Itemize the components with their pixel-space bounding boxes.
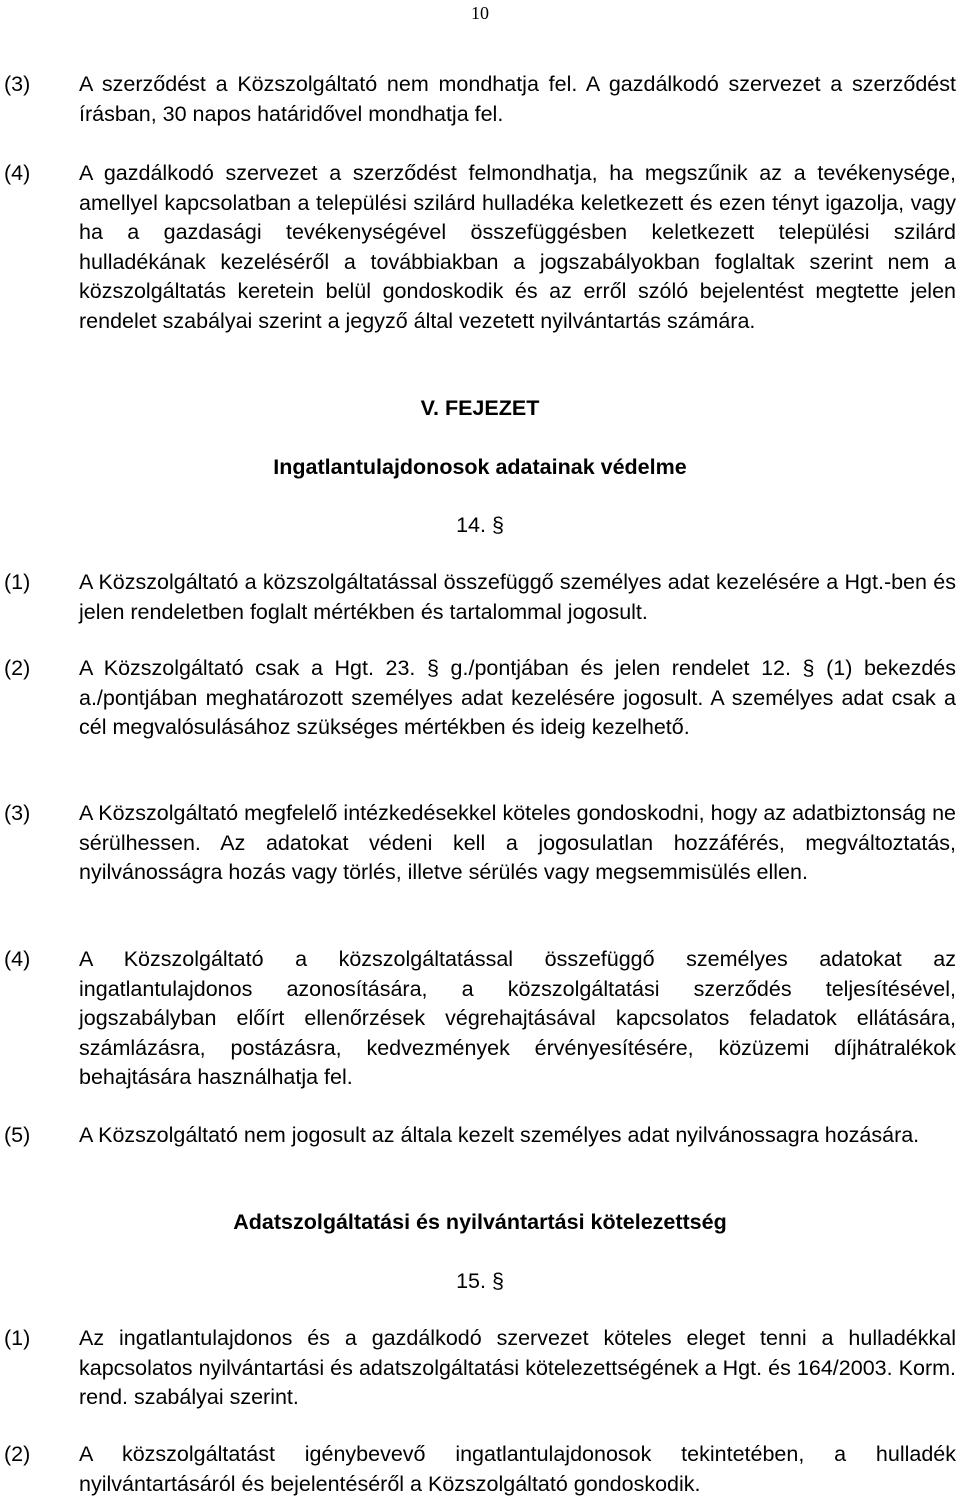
page-number: 10	[471, 3, 489, 23]
paragraph-text: A Közszolgáltató a közszolgáltatással összefüggő személyes adatokat az ingatlantulajdonos azonosítására, a közszolgáltatási szerződés teljesítésével, jogszabályban előírt ellenőrzések végrehajtásával kapcsolatos feladatok ellátására, számlázásra, postázásra, kedvezmények érvényesítésére, közüzemi díjhátralékok behajtására használhatja fel.	[79, 947, 956, 1090]
chapter-title: V. FEJEZET	[420, 396, 540, 420]
paragraph-text: A Közszolgáltató megfelelő intézkedésekkel köteles gondoskodni, hogy az adatbiztonság ne sérülhessen. Az adatokat védeni kell a jogosulatlan hozzáférés, megváltoztatás, nyilvánosságra hozás vagy törlés, illetve sérülés vagy megsemmisülés ellen.	[79, 801, 956, 885]
paragraph-3-termination	[4, 70, 956, 129]
paragraph-number: (2)	[4, 1442, 31, 1466]
section-14-paragraph-2	[4, 654, 956, 743]
paragraph-text: A gazdálkodó szervezet a szerződést felmondhatja, ha megszűnik az a tevékenysége, amellyel kapcsolatban a települési szilárd hulladéka keletkezett és ezen tényt igazolja, vagy ha a gazdasági tevékenységével összefüggésben keletkezett települési szilárd hulladékának kezeléséről a továbbiakban a jogszabályokban foglaltak szerint nem a közszolgáltatás keretein belül gondoskodik és az erről szóló bejelentést megtette jelen rendelet szabályai szerint a jegyző által vezetett nyilvántartás számára.	[79, 161, 956, 333]
paragraph-number: (3)	[4, 801, 31, 825]
paragraph-number: (4)	[4, 161, 31, 185]
paragraph-number: (5)	[4, 1123, 31, 1147]
section-14-title: 14. §	[456, 513, 504, 537]
section-14-paragraph-3	[4, 799, 956, 888]
paragraph-4-termination	[4, 159, 956, 337]
paragraph-text: Az ingatlantulajdonos és a gazdálkodó szervezet köteles eleget tenni a hulladékkal kapcsolatos nyilvántartási és adatszolgáltatási kötelezettségének a Hgt. és 164/2003. Korm. rend. szabályai szerint.	[79, 1326, 956, 1410]
section-15-paragraph-1	[4, 1324, 956, 1413]
paragraph-number: (1)	[4, 1326, 31, 1350]
paragraph-number: (1)	[4, 570, 31, 594]
subheading-data-obligation: Adatszolgáltatási és nyilvántartási kötelezettség	[233, 1210, 727, 1234]
chapter-subtitle: Ingatlantulajdonosok adatainak védelme	[273, 455, 687, 479]
section-15-title: 15. §	[456, 1269, 504, 1293]
paragraph-text: A Közszolgáltató a közszolgáltatással összefüggő személyes adat kezelésére a Hgt.-ben és jelen rendeletben foglalt mértékben és tartalommal jogosult.	[79, 570, 956, 624]
paragraph-text: A közszolgáltatást igénybevevő ingatlantulajdonosok tekintetében, a hulladék nyilvántartásáról és bejelentéséről a Közszolgáltató gondoskodik.	[79, 1442, 956, 1496]
paragraph-number: (3)	[4, 72, 31, 96]
paragraph-number: (2)	[4, 656, 31, 680]
paragraph-text: A Közszolgáltató nem jogosult az általa kezelt személyes adat nyilvánossagra hozására.	[79, 1123, 920, 1147]
paragraph-text: A szerződést a Közszolgáltató nem mondhatja fel. A gazdálkodó szervezet a szerződést írásban, 30 napos határidővel mondhatja fel.	[79, 72, 956, 126]
section-14-paragraph-1	[4, 568, 956, 627]
section-14-paragraph-5	[4, 1121, 956, 1151]
paragraph-number: (4)	[4, 947, 31, 971]
paragraph-text: A Közszolgáltató csak a Hgt. 23. § g./pontjában és jelen rendelet 12. § (1) bekezdés a./pontjában meghatározott személyes adat kezelésére jogosult. A személyes adat csak a cél megvalósulásához szükséges mértékben és ideig kezelhető.	[79, 656, 956, 740]
section-14-paragraph-4	[4, 945, 956, 1093]
section-15-paragraph-2	[4, 1440, 956, 1499]
